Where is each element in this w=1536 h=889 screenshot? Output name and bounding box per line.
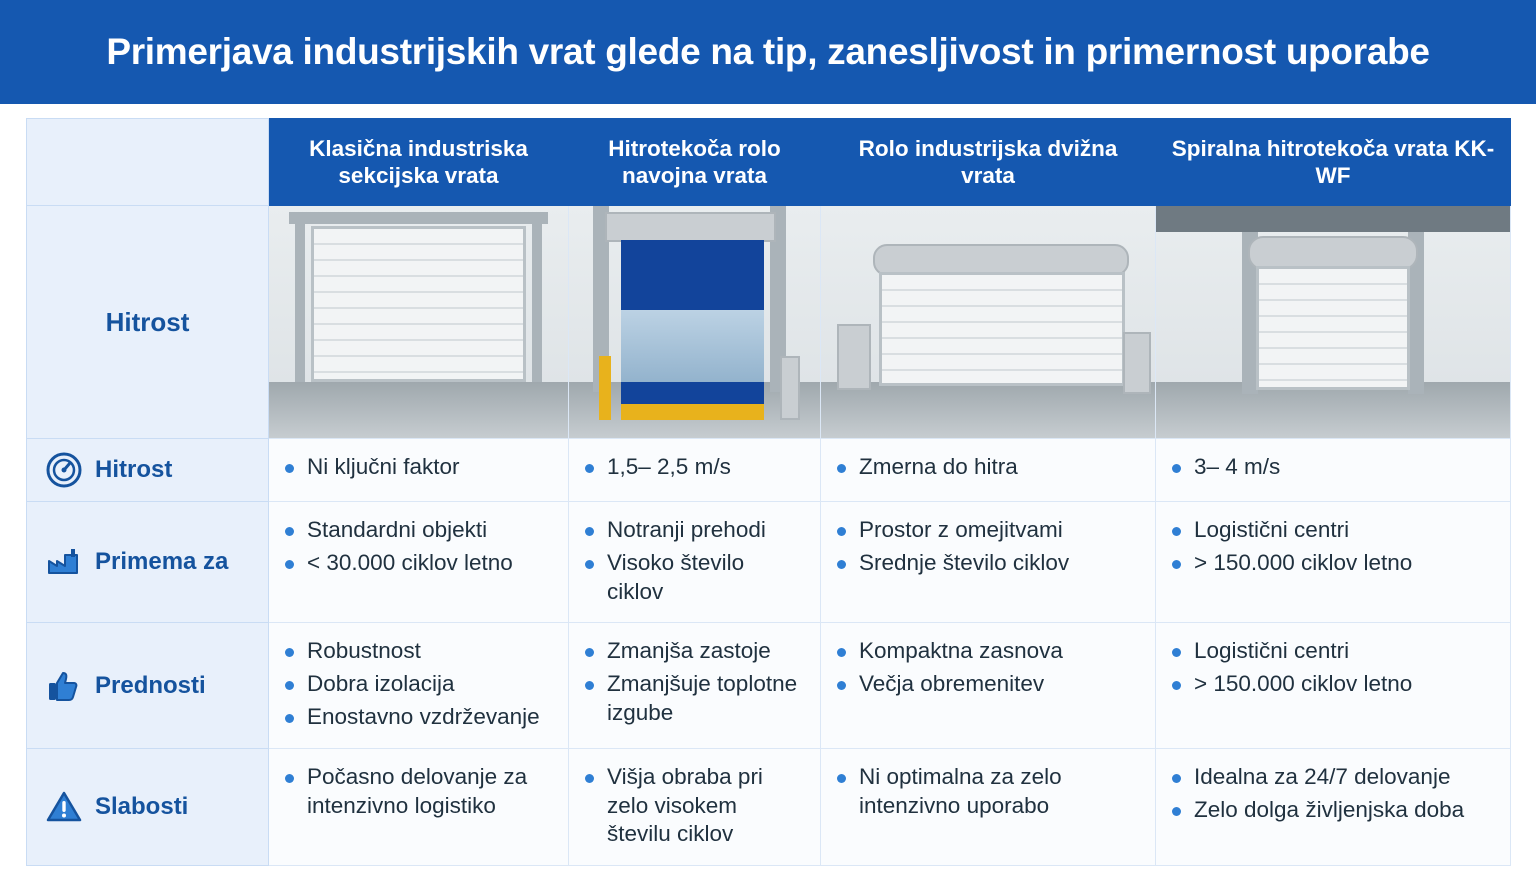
table-header-row xyxy=(27,119,1511,206)
row-label-primema-za xyxy=(27,502,269,623)
row-label-slabosti xyxy=(27,748,269,865)
cell-slabosti-1 xyxy=(269,748,569,865)
row-label-text: Slabosti xyxy=(95,792,189,820)
list-item: 3– 4 m/s xyxy=(1170,453,1496,482)
cell-prednosti-3 xyxy=(821,623,1156,748)
list-item: Večja obremenitev xyxy=(835,670,1141,699)
list-item: Prostor z omejitvami xyxy=(835,516,1141,545)
product-image-cell-1 xyxy=(269,206,569,439)
warning-triangle-icon xyxy=(43,786,85,828)
list-item: Enostavno vzdrževanje xyxy=(283,703,554,732)
column-header-3: Rolo industrijska dvižna vrata xyxy=(821,119,1156,206)
thumbs-up-icon xyxy=(43,665,85,707)
list-item: Počasno delovanje za intenzivno logistiko xyxy=(283,763,554,821)
image-hitrotekoca-rolo-vrata xyxy=(569,206,820,438)
page-title: Primerjava industrijskih vrat glede na tip, zanesljivost in primernost uporabe xyxy=(106,30,1430,72)
table-corner-cell xyxy=(27,119,269,206)
cell-hitrost-3 xyxy=(821,439,1156,502)
cell-hitrost-1 xyxy=(269,439,569,502)
cell-primema-4 xyxy=(1156,502,1511,623)
list-item: < 30.000 ciklov letno xyxy=(283,549,554,578)
cell-primema-1 xyxy=(269,502,569,623)
row-label-hitrost xyxy=(27,439,269,502)
list-item: Zmanjša zastoje xyxy=(583,637,806,666)
image-spiralna-vrata-kk-wf xyxy=(1156,206,1510,438)
table-image-row xyxy=(27,206,1511,439)
list-item: > 150.000 ciklov letno xyxy=(1170,549,1496,578)
comparison-table-wrapper xyxy=(0,104,1536,866)
list-item: Dobra izolacija xyxy=(283,670,554,699)
list-item: Logistični centri xyxy=(1170,516,1496,545)
comparison-table xyxy=(26,118,1511,866)
table-row xyxy=(27,748,1511,865)
image-rolo-dvizna-vrata xyxy=(821,206,1155,438)
product-image-cell-2 xyxy=(569,206,821,439)
cell-hitrost-4 xyxy=(1156,439,1511,502)
list-item: Višja obraba pri zelo visokem številu ciklov xyxy=(583,763,806,849)
list-item: Srednje število ciklov xyxy=(835,549,1141,578)
cell-slabosti-3 xyxy=(821,748,1156,865)
factory-icon xyxy=(43,541,85,583)
list-item: Zmerna do hitra xyxy=(835,453,1141,482)
list-item: Ni optimalna za zelo intenzivno uporabo xyxy=(835,763,1141,821)
list-item: 1,5– 2,5 m/s xyxy=(583,453,806,482)
list-item: Visoko število ciklov xyxy=(583,549,806,607)
list-item: > 150.000 ciklov letno xyxy=(1170,670,1496,699)
cell-primema-2 xyxy=(569,502,821,623)
column-header-1: Klasična industriska sekcijska vrata xyxy=(269,119,569,206)
page-header-banner xyxy=(0,0,1536,104)
cell-prednosti-4 xyxy=(1156,623,1511,748)
cell-slabosti-2 xyxy=(569,748,821,865)
row-label-text: Prednosti xyxy=(95,671,206,699)
cell-prednosti-1 xyxy=(269,623,569,748)
table-row xyxy=(27,502,1511,623)
list-item: Zmanjšuje toplotne izgube xyxy=(583,670,806,728)
image-sekcijska-vrata xyxy=(269,206,568,438)
table-row xyxy=(27,623,1511,748)
cell-hitrost-2 xyxy=(569,439,821,502)
column-header-4: Spiralna hitrotekoča vrata KK-WF xyxy=(1156,119,1511,206)
speedometer-icon xyxy=(43,449,85,491)
column-header-2: Hitrotekoča rolo navojna vrata xyxy=(569,119,821,206)
list-item: Idealna za 24/7 delovanje xyxy=(1170,763,1496,792)
row-label-prednosti xyxy=(27,623,269,748)
row-label-text: Hitrost xyxy=(95,456,173,483)
row-label-hitrost-main: Hitrost xyxy=(27,206,269,439)
row-label-text: Primema za xyxy=(95,548,229,576)
list-item: Notranji prehodi xyxy=(583,516,806,545)
list-item: Ni ključni faktor xyxy=(283,453,554,482)
list-item: Standardni objekti xyxy=(283,516,554,545)
product-image-cell-3 xyxy=(821,206,1156,439)
cell-prednosti-2 xyxy=(569,623,821,748)
cell-primema-3 xyxy=(821,502,1156,623)
list-item: Robustnost xyxy=(283,637,554,666)
cell-slabosti-4 xyxy=(1156,748,1511,865)
list-item: Zelo dolga življenjska doba xyxy=(1170,796,1496,825)
list-item: Kompaktna zasnova xyxy=(835,637,1141,666)
list-item: Logistični centri xyxy=(1170,637,1496,666)
product-image-cell-4 xyxy=(1156,206,1511,439)
table-row xyxy=(27,439,1511,502)
